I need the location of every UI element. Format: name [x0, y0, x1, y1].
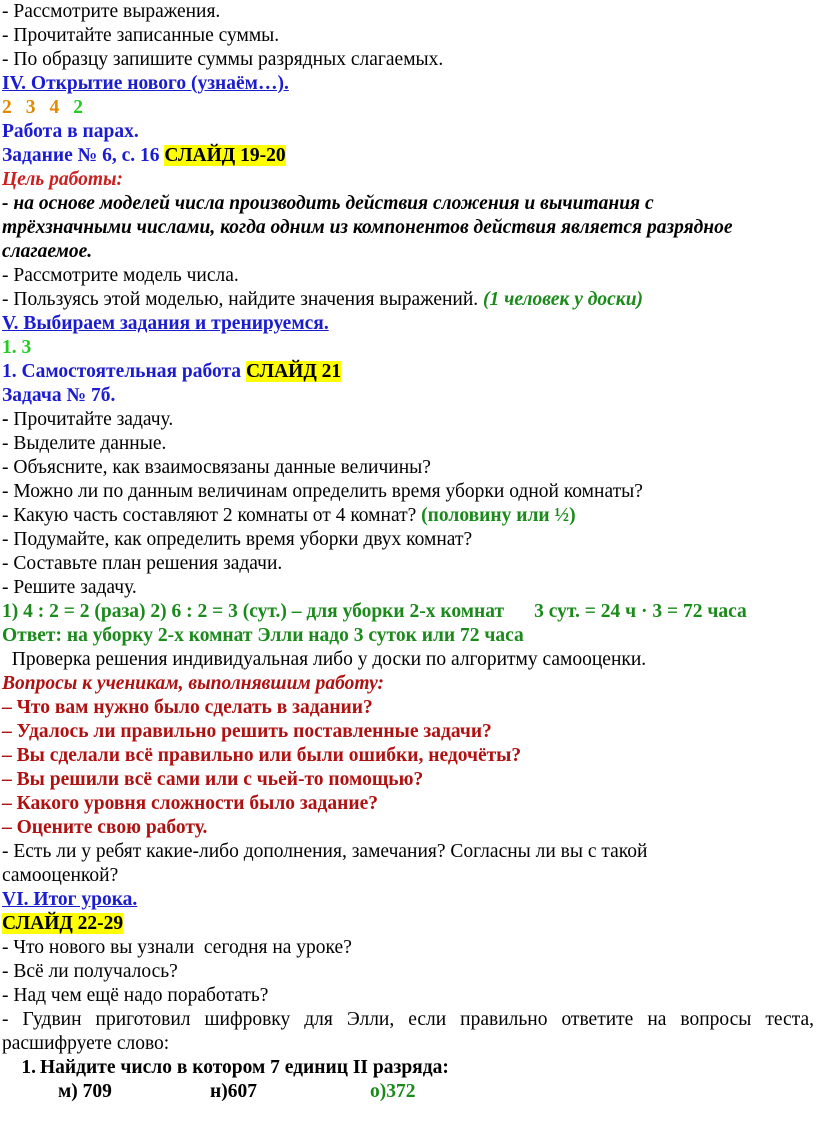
- solution-line: [2, 600, 747, 624]
- number-item: 2: [2, 97, 12, 118]
- independent-work-heading: [2, 360, 341, 384]
- goal-text: слагаемое.: [2, 241, 93, 262]
- goal-text: трёхзначными числами, когда одним из компонентов действия является разрядное: [2, 217, 733, 238]
- question-item: – Что вам нужно было сделать в задании?: [2, 697, 373, 718]
- section-heading-vi: VI. Итог урока.: [2, 889, 138, 910]
- instruction-line: - Гудвин приготовил шифровку для Элли, если правильно ответите на вопросы теста,: [2, 1009, 814, 1030]
- instruction-line: - Объясните, как взаимосвязаны данные величины?: [2, 457, 431, 478]
- instruction-text: Прочитайте задачу.: [13, 409, 174, 430]
- question-item: – Какого уровня сложности было задание?: [2, 793, 378, 814]
- number-item: 2: [73, 97, 83, 118]
- slide-line: [2, 912, 123, 936]
- instruction-line: [2, 288, 643, 312]
- option-n: н)607: [210, 1081, 257, 1102]
- independent-work-title: 1. Самостоятельная работа: [2, 361, 246, 382]
- instruction-line: - Что нового вы узнали сегодня на уроке?: [2, 937, 352, 958]
- question-text: Найдите число в котором 7 единиц II разряда:: [40, 1057, 449, 1078]
- questions-heading: Вопросы к ученикам, выполнявшим работу:: [2, 673, 384, 694]
- instruction-line: [2, 408, 173, 432]
- dash: -: [2, 409, 14, 430]
- number-item: 3: [25, 97, 36, 118]
- instruction-text: - Пользуясь этой моделью, найдите значения выражений.: [2, 289, 484, 310]
- instruction-line: - Составьте план решения задачи.: [2, 553, 283, 574]
- question-item: – Оцените свою работу.: [2, 817, 208, 838]
- instruction-text: - Какую часть составляют 2 комнаты от 4 комнат?: [2, 505, 422, 526]
- instruction-line: Проверка решения индивидуальная либо у доски по алгоритму самооценки.: [2, 649, 647, 670]
- question-item: – Вы сделали всё правильно или были ошибки, недочёты?: [2, 745, 522, 766]
- test-question: [2, 1056, 449, 1080]
- solution-conversion: 3 сут. = 24 ч · 3 = 72 часа: [534, 601, 747, 622]
- instruction-line: самооценкой?: [2, 865, 119, 886]
- board-note: (1 человек у доски): [483, 289, 644, 310]
- question-number: 1.: [21, 1057, 36, 1078]
- instruction-line: - Прочитайте записанные суммы.: [2, 25, 280, 46]
- question-item: – Удалось ли правильно решить поставленные задачи?: [2, 721, 492, 742]
- slide-badge: СЛАЙД 21: [245, 361, 342, 382]
- problem-heading: Задача № 7б.: [2, 385, 116, 406]
- instruction-line: расшифруете слово:: [2, 1033, 170, 1054]
- instruction-line: - По образцу запишите суммы разрядных слагаемых.: [2, 49, 444, 70]
- section-heading-v: V. Выбираем задания и тренируемся.: [2, 313, 329, 334]
- numbers-row: 1. 3: [2, 337, 32, 358]
- instruction-line: - Подумайте, как определить время уборки двух комнат?: [2, 529, 473, 550]
- instruction-line: - Рассмотрите модель числа.: [2, 265, 239, 286]
- instruction-line: - Рассмотрите выражения.: [2, 1, 221, 22]
- task-heading: [2, 144, 286, 168]
- answer-options: [58, 1080, 416, 1104]
- instruction-line: - Решите задачу.: [2, 577, 137, 598]
- work-label: Работа в парах.: [2, 121, 139, 142]
- instruction-line: - Над чем ещё надо поработать?: [2, 985, 269, 1006]
- slide-badge: СЛАЙД 22-29: [2, 913, 124, 934]
- expected-answer: (половину или ½): [421, 505, 576, 526]
- number-item: 4: [49, 97, 60, 118]
- question-item: – Вы решили всё сами или с чьей-то помощью?: [2, 769, 424, 790]
- instruction-line: [2, 504, 576, 528]
- goal-text: - на основе моделей числа производить действия сложения и вычитания с: [2, 193, 654, 214]
- instruction-line: - Можно ли по данным величинам определить время уборки одной комнаты?: [2, 481, 643, 502]
- answer-line: Ответ: на уборку 2-х комнат Элли надо 3 суток или 72 часа: [2, 625, 524, 646]
- section-heading-iv: IV. Открытие нового (узнаём…).: [2, 73, 289, 94]
- option-o: о)372: [370, 1081, 416, 1102]
- instruction-line: - Всё ли получалось?: [2, 961, 178, 982]
- task-title: Задание № 6, с. 16: [2, 145, 165, 166]
- goal-heading: Цель работы:: [2, 169, 124, 190]
- instruction-line: - Выделите данные.: [2, 433, 167, 454]
- numbers-row: [2, 96, 83, 120]
- instruction-line: - Есть ли у ребят какие-либо дополнения, замечания? Согласны ли вы с такой: [2, 841, 648, 862]
- slide-badge: СЛАЙД 19-20: [164, 145, 286, 166]
- option-m: м) 709: [58, 1081, 112, 1102]
- solution-steps: 1) 4 : 2 = 2 (раза) 2) 6 : 2 = 3 (сут.) – для уборки 2-х комнат: [2, 601, 505, 622]
